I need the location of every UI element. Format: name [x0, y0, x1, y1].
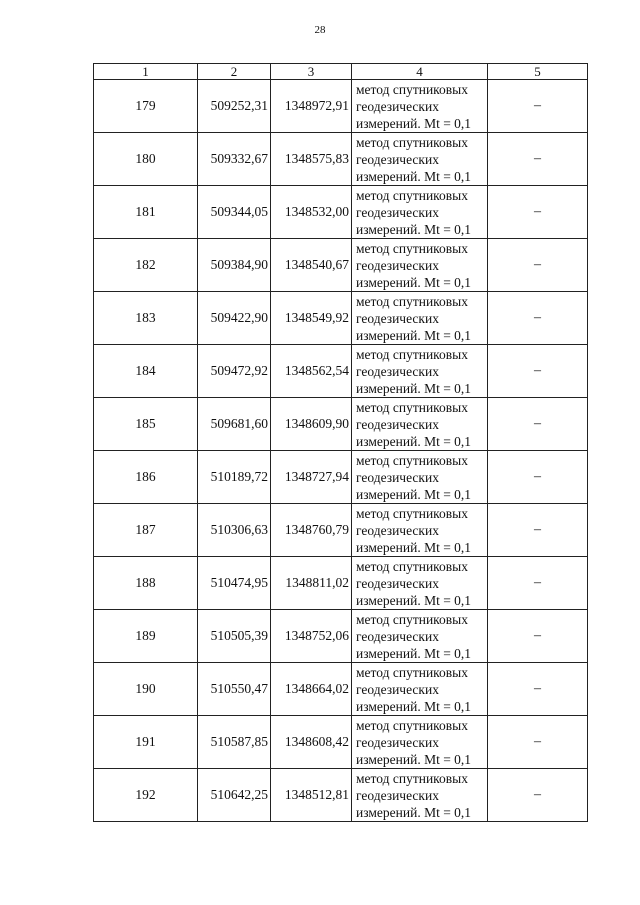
- method-line: метод спутниковых: [356, 346, 468, 362]
- method-line: геодезических: [356, 787, 439, 803]
- method-line: геодезических: [356, 522, 439, 538]
- coordinate-x: 509422,90: [198, 292, 271, 345]
- method-line: метод спутниковых: [356, 452, 468, 468]
- method-line: метод спутниковых: [356, 505, 468, 521]
- coordinate-y: 1348811,02: [271, 557, 352, 610]
- point-number: 189: [94, 610, 198, 663]
- note-cell: –: [488, 398, 588, 451]
- table-row: [94, 239, 588, 292]
- method-line: геодезических: [356, 575, 439, 591]
- method-line: измерений. Mt = 0,1: [356, 804, 472, 820]
- coordinate-x: 509384,90: [198, 239, 271, 292]
- method-line: метод спутниковых: [356, 81, 468, 97]
- note-cell: –: [488, 80, 588, 133]
- table-row: [94, 80, 588, 133]
- coordinate-x: 510189,72: [198, 451, 271, 504]
- method-line: измерений. Mt = 0,1: [356, 698, 472, 714]
- method-line: измерений. Mt = 0,1: [356, 486, 472, 502]
- method-line: геодезических: [356, 628, 439, 644]
- coordinate-y: 1348972,91: [271, 80, 352, 133]
- table-row: [94, 345, 588, 398]
- header-col-5: 5: [488, 64, 588, 80]
- coordinate-y: 1348609,90: [271, 398, 352, 451]
- method-line: измерений. Mt = 0,1: [356, 433, 472, 449]
- method-line: измерений. Mt = 0,1: [356, 221, 472, 237]
- header-col-1: 1: [94, 64, 198, 80]
- coordinate-y: 1348664,02: [271, 663, 352, 716]
- coordinate-x: 510474,95: [198, 557, 271, 610]
- method-cell: [352, 186, 488, 239]
- coordinate-x: 509252,31: [198, 80, 271, 133]
- method-cell: [352, 292, 488, 345]
- table-row: [94, 716, 588, 769]
- coordinate-x: 510306,63: [198, 504, 271, 557]
- point-number: 185: [94, 398, 198, 451]
- table-row: [94, 610, 588, 663]
- coordinate-y: 1348608,42: [271, 716, 352, 769]
- coordinate-y: 1348532,00: [271, 186, 352, 239]
- coordinate-x: 510587,85: [198, 716, 271, 769]
- point-number: 183: [94, 292, 198, 345]
- coordinate-x: 509344,05: [198, 186, 271, 239]
- method-line: геодезических: [356, 98, 439, 114]
- coordinates-table: [93, 63, 588, 822]
- method-line: геодезических: [356, 734, 439, 750]
- coordinate-y: 1348512,81: [271, 769, 352, 822]
- method-cell: [352, 345, 488, 398]
- note-cell: –: [488, 557, 588, 610]
- point-number: 186: [94, 451, 198, 504]
- method-line: метод спутниковых: [356, 134, 468, 150]
- method-line: метод спутниковых: [356, 611, 468, 627]
- method-cell: [352, 451, 488, 504]
- method-cell: [352, 239, 488, 292]
- table-row: [94, 769, 588, 822]
- point-number: 184: [94, 345, 198, 398]
- method-line: геодезических: [356, 204, 439, 220]
- method-line: измерений. Mt = 0,1: [356, 327, 472, 343]
- method-line: измерений. Mt = 0,1: [356, 168, 472, 184]
- method-line: измерений. Mt = 0,1: [356, 751, 472, 767]
- note-cell: –: [488, 716, 588, 769]
- method-line: измерений. Mt = 0,1: [356, 645, 472, 661]
- method-cell: [352, 398, 488, 451]
- point-number: 180: [94, 133, 198, 186]
- method-line: геодезических: [356, 257, 439, 273]
- table-row: [94, 133, 588, 186]
- coordinate-y: 1348760,79: [271, 504, 352, 557]
- note-cell: –: [488, 610, 588, 663]
- method-line: метод спутниковых: [356, 558, 468, 574]
- coordinate-y: 1348549,92: [271, 292, 352, 345]
- method-cell: [352, 133, 488, 186]
- method-line: метод спутниковых: [356, 399, 468, 415]
- table-row: [94, 292, 588, 345]
- point-number: 187: [94, 504, 198, 557]
- coordinate-y: 1348752,06: [271, 610, 352, 663]
- note-cell: –: [488, 133, 588, 186]
- coordinate-x: 509472,92: [198, 345, 271, 398]
- table-row: [94, 398, 588, 451]
- header-col-2: 2: [198, 64, 271, 80]
- coordinate-y: 1348540,67: [271, 239, 352, 292]
- coordinate-x: 509681,60: [198, 398, 271, 451]
- method-cell: [352, 504, 488, 557]
- method-line: геодезических: [356, 681, 439, 697]
- method-line: измерений. Mt = 0,1: [356, 539, 472, 555]
- table-row: [94, 504, 588, 557]
- table-row: [94, 186, 588, 239]
- point-number: 182: [94, 239, 198, 292]
- point-number: 190: [94, 663, 198, 716]
- method-line: метод спутниковых: [356, 187, 468, 203]
- method-line: геодезических: [356, 151, 439, 167]
- method-cell: [352, 557, 488, 610]
- method-cell: [352, 716, 488, 769]
- method-line: метод спутниковых: [356, 293, 468, 309]
- method-line: геодезических: [356, 310, 439, 326]
- point-number: 192: [94, 769, 198, 822]
- method-line: измерений. Mt = 0,1: [356, 380, 472, 396]
- method-line: измерений. Mt = 0,1: [356, 274, 472, 290]
- coordinate-x: 509332,67: [198, 133, 271, 186]
- note-cell: –: [488, 239, 588, 292]
- coordinate-x: 510550,47: [198, 663, 271, 716]
- note-cell: –: [488, 663, 588, 716]
- method-line: геодезических: [356, 363, 439, 379]
- coordinate-x: 510642,25: [198, 769, 271, 822]
- coordinate-x: 510505,39: [198, 610, 271, 663]
- point-number: 188: [94, 557, 198, 610]
- method-line: геодезических: [356, 469, 439, 485]
- point-number: 179: [94, 80, 198, 133]
- method-line: метод спутниковых: [356, 240, 468, 256]
- note-cell: –: [488, 292, 588, 345]
- note-cell: –: [488, 186, 588, 239]
- note-cell: –: [488, 345, 588, 398]
- method-line: метод спутниковых: [356, 770, 468, 786]
- table-header-row: [94, 64, 588, 80]
- note-cell: –: [488, 504, 588, 557]
- method-line: геодезических: [356, 416, 439, 432]
- table-row: [94, 663, 588, 716]
- method-cell: [352, 663, 488, 716]
- note-cell: –: [488, 451, 588, 504]
- header-col-3: 3: [271, 64, 352, 80]
- method-line: измерений. Mt = 0,1: [356, 115, 472, 131]
- table-row: [94, 451, 588, 504]
- method-line: метод спутниковых: [356, 664, 468, 680]
- method-line: метод спутниковых: [356, 717, 468, 733]
- table-row: [94, 557, 588, 610]
- method-cell: [352, 610, 488, 663]
- point-number: 191: [94, 716, 198, 769]
- coordinate-y: 1348575,83: [271, 133, 352, 186]
- coordinate-y: 1348562,54: [271, 345, 352, 398]
- method-cell: [352, 769, 488, 822]
- note-cell: –: [488, 769, 588, 822]
- point-number: 181: [94, 186, 198, 239]
- method-line: измерений. Mt = 0,1: [356, 592, 472, 608]
- method-cell: [352, 80, 488, 133]
- header-col-4: 4: [352, 64, 488, 80]
- page-number: 28: [314, 24, 326, 36]
- coordinate-y: 1348727,94: [271, 451, 352, 504]
